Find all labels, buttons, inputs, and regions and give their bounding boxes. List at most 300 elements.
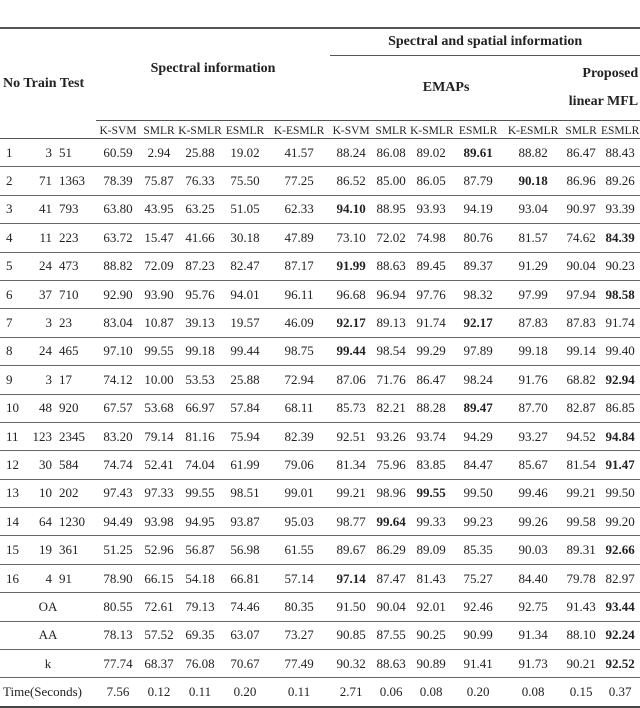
table-row [0, 280, 640, 308]
accuracy-cell: 7.56 [96, 678, 140, 707]
accuracy-cell: 63.80 [96, 195, 140, 223]
accuracy-cell: 89.13 [372, 309, 410, 337]
accuracy-cell: 72.61 [140, 593, 178, 621]
accuracy-cell: 87.79 [452, 167, 504, 195]
accuracy-cell: 43.95 [140, 195, 178, 223]
accuracy-cell: 99.33 [410, 508, 452, 536]
accuracy-cell: 99.50 [452, 479, 504, 507]
accuracy-cell: 56.87 [178, 536, 222, 564]
accuracy-cell: 99.64 [372, 508, 410, 536]
class-number: 13 [0, 479, 26, 507]
train-count: 3 [26, 309, 56, 337]
accuracy-cell: 93.04 [504, 195, 562, 223]
accuracy-cell: 90.18 [504, 167, 562, 195]
accuracy-cell: 62.33 [268, 195, 330, 223]
accuracy-cell: 86.96 [562, 167, 600, 195]
class-number: 16 [0, 564, 26, 592]
accuracy-cell: 89.61 [452, 139, 504, 167]
accuracy-cell: 86.08 [372, 139, 410, 167]
train-count: 64 [26, 508, 56, 536]
class-number: 8 [0, 337, 26, 365]
accuracy-cell: 94.49 [96, 508, 140, 536]
accuracy-cell: 51.05 [222, 195, 268, 223]
accuracy-cell: 91.99 [330, 252, 372, 280]
accuracy-cell: 61.55 [268, 536, 330, 564]
accuracy-cell: 96.94 [372, 280, 410, 308]
accuracy-cell: 99.14 [562, 337, 600, 365]
accuracy-cell: 90.25 [410, 621, 452, 649]
table-row [0, 422, 640, 450]
test-count: 202 [56, 479, 96, 507]
accuracy-cell: 25.88 [178, 139, 222, 167]
accuracy-cell: 56.98 [222, 536, 268, 564]
accuracy-cell: 77.49 [268, 650, 330, 678]
accuracy-cell: 92.66 [600, 536, 640, 564]
accuracy-cell: 88.82 [504, 139, 562, 167]
test-count: 584 [56, 451, 96, 479]
proposed-mfl-header: Proposed linear MFL [562, 56, 640, 121]
accuracy-cell: 90.23 [600, 252, 640, 280]
table-row [0, 650, 640, 678]
accuracy-cell: 90.97 [562, 195, 600, 223]
train-count: 3 [26, 366, 56, 394]
accuracy-cell: 0.20 [452, 678, 504, 707]
accuracy-cell: 99.44 [330, 337, 372, 365]
test-count: 2345 [56, 422, 96, 450]
accuracy-cell: 87.55 [372, 621, 410, 649]
accuracy-cell: 81.57 [504, 224, 562, 252]
test-count: 710 [56, 280, 96, 308]
accuracy-cell: 87.70 [504, 394, 562, 422]
table-row [0, 167, 640, 195]
accuracy-cell: 10.87 [140, 309, 178, 337]
accuracy-cell: 76.08 [178, 650, 222, 678]
accuracy-cell: 41.66 [178, 224, 222, 252]
table-row [0, 564, 640, 592]
accuracy-cell: 93.90 [140, 280, 178, 308]
accuracy-cell: 94.29 [452, 422, 504, 450]
accuracy-cell: 66.81 [222, 564, 268, 592]
row-label: OA [0, 593, 96, 621]
column-header: K-SMLR [410, 125, 454, 137]
accuracy-cell: 67.57 [96, 394, 140, 422]
column-header: SMLR [565, 125, 597, 137]
accuracy-cell: 82.97 [600, 564, 640, 592]
accuracy-cell: 0.15 [562, 678, 600, 707]
train-count: 3 [26, 139, 56, 167]
accuracy-cell: 79.13 [178, 593, 222, 621]
accuracy-cell: 75.87 [140, 167, 178, 195]
table-row [0, 593, 640, 621]
accuracy-cell: 84.39 [600, 224, 640, 252]
accuracy-cell: 51.25 [96, 536, 140, 564]
accuracy-cell: 85.00 [372, 167, 410, 195]
accuracy-cell: 91.73 [504, 650, 562, 678]
class-number: 1 [0, 139, 26, 167]
train-count: 41 [26, 195, 56, 223]
accuracy-cell: 98.54 [372, 337, 410, 365]
accuracy-cell: 30.18 [222, 224, 268, 252]
accuracy-cell: 93.87 [222, 508, 268, 536]
accuracy-cell: 69.35 [178, 621, 222, 649]
accuracy-cell: 99.01 [268, 479, 330, 507]
train-count: 11 [26, 224, 56, 252]
accuracy-cell: 88.63 [372, 650, 410, 678]
test-count: 223 [56, 224, 96, 252]
accuracy-cell: 2.94 [140, 139, 178, 167]
accuracy-cell: 86.85 [600, 394, 640, 422]
accuracy-cell: 92.94 [600, 366, 640, 394]
accuracy-cell: 15.47 [140, 224, 178, 252]
accuracy-cell: 57.14 [268, 564, 330, 592]
test-count: 465 [56, 337, 96, 365]
accuracy-cell: 87.47 [372, 564, 410, 592]
accuracy-cell: 79.06 [268, 451, 330, 479]
accuracy-cell: 90.89 [410, 650, 452, 678]
accuracy-cell: 80.55 [96, 593, 140, 621]
accuracy-cell: 83.20 [96, 422, 140, 450]
accuracy-cell: 85.35 [452, 536, 504, 564]
table-row [0, 337, 640, 365]
row-label: AA [0, 621, 96, 649]
column-header: ESMLR [600, 125, 640, 137]
row-label: Time(Seconds) [0, 678, 96, 707]
accuracy-cell: 63.25 [178, 195, 222, 223]
accuracy-cell: 75.96 [372, 451, 410, 479]
accuracy-cell: 98.77 [330, 508, 372, 536]
no-train-test-header: No Train Test [0, 28, 96, 139]
accuracy-cell: 76.33 [178, 167, 222, 195]
accuracy-cell: 52.96 [140, 536, 178, 564]
accuracy-cell: 98.24 [452, 366, 504, 394]
test-count: 1230 [56, 508, 96, 536]
accuracy-cell: 82.47 [222, 252, 268, 280]
accuracy-cell: 99.18 [504, 337, 562, 365]
accuracy-cell: 99.58 [562, 508, 600, 536]
table-row [0, 224, 640, 252]
accuracy-cell: 80.76 [452, 224, 504, 252]
table-row [0, 508, 640, 536]
accuracy-cell: 63.72 [96, 224, 140, 252]
accuracy-cell: 90.03 [504, 536, 562, 564]
table-row [0, 678, 640, 707]
accuracy-cell: 89.31 [562, 536, 600, 564]
accuracy-cell: 99.18 [178, 337, 222, 365]
accuracy-cell: 81.16 [178, 422, 222, 450]
accuracy-cell: 89.67 [330, 536, 372, 564]
accuracy-cell: 68.37 [140, 650, 178, 678]
accuracy-cell: 99.40 [600, 337, 640, 365]
train-count: 37 [26, 280, 56, 308]
accuracy-cell: 90.32 [330, 650, 372, 678]
train-count: 4 [26, 564, 56, 592]
accuracy-cell: 94.95 [178, 508, 222, 536]
accuracy-cell: 88.28 [410, 394, 452, 422]
accuracy-cell: 0.20 [222, 678, 268, 707]
table-body [0, 139, 640, 707]
accuracy-cell: 68.11 [268, 394, 330, 422]
test-count: 1363 [56, 167, 96, 195]
accuracy-cell: 92.90 [96, 280, 140, 308]
accuracy-cell: 0.08 [504, 678, 562, 707]
accuracy-cell: 74.04 [178, 451, 222, 479]
accuracy-cell: 87.23 [178, 252, 222, 280]
accuracy-cell: 91.76 [504, 366, 562, 394]
column-header: K-SVM [332, 125, 370, 137]
accuracy-cell: 70.67 [222, 650, 268, 678]
spectral-information-header: Spectral information [96, 28, 330, 121]
class-number: 15 [0, 536, 26, 564]
accuracy-cell: 19.02 [222, 139, 268, 167]
accuracy-cell: 77.25 [268, 167, 330, 195]
accuracy-cell: 93.93 [410, 195, 452, 223]
accuracy-cell: 88.63 [372, 252, 410, 280]
accuracy-cell: 86.05 [410, 167, 452, 195]
column-header: K-ESMLR [273, 125, 325, 137]
accuracy-cell: 61.99 [222, 451, 268, 479]
accuracy-cell: 97.43 [96, 479, 140, 507]
row-label: k [0, 650, 96, 678]
accuracy-cell: 47.89 [268, 224, 330, 252]
accuracy-cell: 93.26 [372, 422, 410, 450]
results-table-container [0, 27, 640, 708]
table-row [0, 479, 640, 507]
accuracy-cell: 91.29 [504, 252, 562, 280]
accuracy-cell: 63.07 [222, 621, 268, 649]
accuracy-cell: 99.55 [410, 479, 452, 507]
accuracy-cell: 98.75 [268, 337, 330, 365]
accuracy-cell: 52.41 [140, 451, 178, 479]
accuracy-cell: 66.15 [140, 564, 178, 592]
train-count: 10 [26, 479, 56, 507]
accuracy-cell: 87.83 [562, 309, 600, 337]
accuracy-cell: 89.26 [600, 167, 640, 195]
accuracy-cell: 93.39 [600, 195, 640, 223]
accuracy-cell: 96.11 [268, 280, 330, 308]
class-number: 14 [0, 508, 26, 536]
accuracy-cell: 81.43 [410, 564, 452, 592]
accuracy-cell: 0.11 [178, 678, 222, 707]
accuracy-cell: 73.10 [330, 224, 372, 252]
accuracy-cell: 92.75 [504, 593, 562, 621]
accuracy-cell: 82.39 [268, 422, 330, 450]
accuracy-cell: 87.17 [268, 252, 330, 280]
accuracy-cell: 75.50 [222, 167, 268, 195]
accuracy-cell: 54.18 [178, 564, 222, 592]
accuracy-cell: 88.95 [372, 195, 410, 223]
accuracy-cell: 92.17 [330, 309, 372, 337]
table-row [0, 309, 640, 337]
accuracy-cell: 99.46 [504, 479, 562, 507]
train-count: 24 [26, 337, 56, 365]
accuracy-cell: 99.21 [330, 479, 372, 507]
spectral-spatial-header: Spectral and spatial information [330, 28, 640, 56]
accuracy-cell: 94.84 [600, 422, 640, 450]
accuracy-cell: 91.41 [452, 650, 504, 678]
accuracy-cell: 0.08 [410, 678, 452, 707]
accuracy-cell: 80.35 [268, 593, 330, 621]
accuracy-cell: 25.88 [222, 366, 268, 394]
class-number: 3 [0, 195, 26, 223]
accuracy-cell: 89.09 [410, 536, 452, 564]
test-count: 361 [56, 536, 96, 564]
accuracy-cell: 92.17 [452, 309, 504, 337]
accuracy-cell: 90.04 [372, 593, 410, 621]
accuracy-cell: 91.74 [600, 309, 640, 337]
class-number: 6 [0, 280, 26, 308]
accuracy-cell: 89.37 [452, 252, 504, 280]
accuracy-cell: 99.50 [600, 479, 640, 507]
table-row [0, 195, 640, 223]
accuracy-cell: 94.10 [330, 195, 372, 223]
class-number: 10 [0, 394, 26, 422]
accuracy-cell: 71.76 [372, 366, 410, 394]
accuracy-cell: 94.19 [452, 195, 504, 223]
accuracy-cell: 74.98 [410, 224, 452, 252]
table-row [0, 394, 640, 422]
train-count: 48 [26, 394, 56, 422]
accuracy-cell: 97.10 [96, 337, 140, 365]
accuracy-cell: 93.44 [600, 593, 640, 621]
accuracy-cell: 89.02 [410, 139, 452, 167]
accuracy-cell: 88.82 [96, 252, 140, 280]
accuracy-cell: 0.12 [140, 678, 178, 707]
accuracy-cell: 98.96 [372, 479, 410, 507]
accuracy-cell: 83.85 [410, 451, 452, 479]
accuracy-cell: 91.43 [562, 593, 600, 621]
train-count: 30 [26, 451, 56, 479]
table-header [0, 28, 640, 139]
accuracy-cell: 99.26 [504, 508, 562, 536]
accuracy-cell: 97.14 [330, 564, 372, 592]
class-number: 11 [0, 422, 26, 450]
column-header: SMLR [143, 125, 175, 137]
accuracy-cell: 66.97 [178, 394, 222, 422]
accuracy-cell: 74.12 [96, 366, 140, 394]
accuracy-cell: 10.00 [140, 366, 178, 394]
accuracy-cell: 82.21 [372, 394, 410, 422]
column-header: ESMLR [458, 125, 498, 137]
accuracy-cell: 88.43 [600, 139, 640, 167]
accuracy-cell: 99.29 [410, 337, 452, 365]
accuracy-cell: 99.21 [562, 479, 600, 507]
accuracy-cell: 57.84 [222, 394, 268, 422]
accuracy-cell: 97.99 [504, 280, 562, 308]
train-count: 71 [26, 167, 56, 195]
accuracy-cell: 91.34 [504, 621, 562, 649]
accuracy-cell: 78.39 [96, 167, 140, 195]
accuracy-cell: 87.06 [330, 366, 372, 394]
column-header: K-ESMLR [507, 125, 559, 137]
accuracy-cell: 79.14 [140, 422, 178, 450]
accuracy-cell: 60.59 [96, 139, 140, 167]
accuracy-cell: 98.58 [600, 280, 640, 308]
accuracy-cell: 68.82 [562, 366, 600, 394]
table-row [0, 536, 640, 564]
test-count: 17 [56, 366, 96, 394]
accuracy-cell: 75.94 [222, 422, 268, 450]
accuracy-cell: 97.33 [140, 479, 178, 507]
accuracy-cell: 77.74 [96, 650, 140, 678]
accuracy-cell: 99.23 [452, 508, 504, 536]
accuracy-cell: 90.21 [562, 650, 600, 678]
train-count: 123 [26, 422, 56, 450]
accuracy-cell: 72.09 [140, 252, 178, 280]
accuracy-cell: 19.57 [222, 309, 268, 337]
accuracy-cell: 75.27 [452, 564, 504, 592]
accuracy-cell: 87.83 [504, 309, 562, 337]
accuracy-cell: 93.98 [140, 508, 178, 536]
class-number: 7 [0, 309, 26, 337]
class-number: 2 [0, 167, 26, 195]
accuracy-cell: 98.32 [452, 280, 504, 308]
accuracy-cell: 85.67 [504, 451, 562, 479]
accuracy-cell: 92.51 [330, 422, 372, 450]
table-row [0, 139, 640, 167]
accuracy-cell: 72.02 [372, 224, 410, 252]
accuracy-cell: 78.90 [96, 564, 140, 592]
accuracy-cell: 46.09 [268, 309, 330, 337]
test-count: 23 [56, 309, 96, 337]
accuracy-cell: 94.52 [562, 422, 600, 450]
accuracy-cell: 73.27 [268, 621, 330, 649]
accuracy-cell: 93.74 [410, 422, 452, 450]
table-row [0, 366, 640, 394]
table-row [0, 621, 640, 649]
table-row [0, 252, 640, 280]
accuracy-cell: 83.04 [96, 309, 140, 337]
accuracy-cell: 90.04 [562, 252, 600, 280]
accuracy-cell: 0.37 [600, 678, 640, 707]
accuracy-cell: 90.99 [452, 621, 504, 649]
test-count: 91 [56, 564, 96, 592]
test-count: 473 [56, 252, 96, 280]
emaps-header: EMAPs [330, 56, 562, 121]
accuracy-cell: 2.71 [330, 678, 372, 707]
class-number: 5 [0, 252, 26, 280]
accuracy-cell: 97.94 [562, 280, 600, 308]
accuracy-cell: 78.13 [96, 621, 140, 649]
accuracy-cell: 81.54 [562, 451, 600, 479]
test-count: 51 [56, 139, 96, 167]
accuracy-cell: 91.47 [600, 451, 640, 479]
accuracy-cell: 95.76 [178, 280, 222, 308]
train-count: 24 [26, 252, 56, 280]
accuracy-cell: 92.01 [410, 593, 452, 621]
accuracy-cell: 95.03 [268, 508, 330, 536]
accuracy-cell: 91.50 [330, 593, 372, 621]
test-count: 920 [56, 394, 96, 422]
accuracy-cell: 79.78 [562, 564, 600, 592]
accuracy-cell: 86.29 [372, 536, 410, 564]
column-header: K-SVM [99, 125, 137, 137]
column-header: K-SMLR [178, 125, 222, 137]
accuracy-cell: 89.45 [410, 252, 452, 280]
accuracy-cell: 99.55 [140, 337, 178, 365]
accuracy-cell: 0.06 [372, 678, 410, 707]
accuracy-cell: 74.62 [562, 224, 600, 252]
test-count: 793 [56, 195, 96, 223]
table-row [0, 451, 640, 479]
accuracy-cell: 97.89 [452, 337, 504, 365]
accuracy-cell: 89.47 [452, 394, 504, 422]
accuracy-cell: 88.10 [562, 621, 600, 649]
accuracy-cell: 86.52 [330, 167, 372, 195]
accuracy-cell: 91.74 [410, 309, 452, 337]
accuracy-cell: 96.68 [330, 280, 372, 308]
accuracy-cell: 0.11 [268, 678, 330, 707]
accuracy-cell: 82.87 [562, 394, 600, 422]
